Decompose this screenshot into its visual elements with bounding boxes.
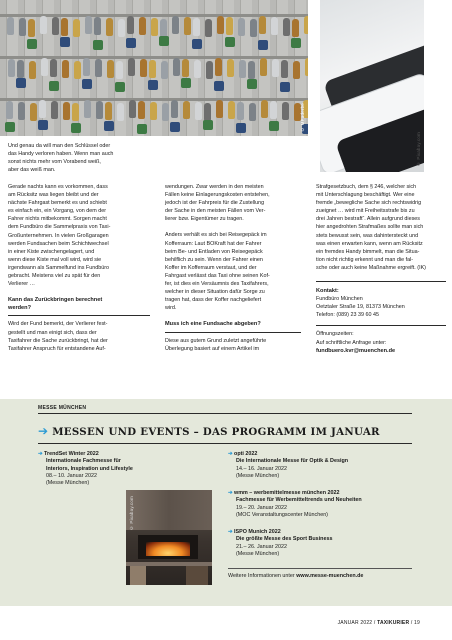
key-shape — [226, 17, 233, 35]
key-shape — [173, 58, 180, 76]
key-shape — [206, 61, 213, 79]
contact-heading: Kontakt: — [316, 288, 339, 295]
text-line: jedoch ist der Fahrpreis für die Zustellung — [165, 200, 265, 207]
key-shape — [129, 100, 136, 118]
subheading — [8, 296, 150, 312]
separator: / — [372, 620, 378, 626]
key-shape — [228, 101, 235, 119]
key-tag-shape — [49, 81, 59, 91]
key-tag-shape — [258, 40, 268, 50]
key-shape — [117, 103, 124, 121]
key-shape — [74, 61, 81, 79]
event-name: TrendSet Winter 2022 — [44, 451, 99, 457]
email-link[interactable]: fundbuero.kvr@muenchen.de — [316, 347, 396, 354]
text-line: fer, ist dies ein Versäumnis des Taxifahrers, — [165, 281, 269, 288]
key-shape — [41, 58, 48, 76]
paragraph — [316, 183, 446, 272]
key-shape — [259, 16, 266, 34]
key-shape — [161, 61, 168, 79]
text-line: Auf schriftliche Anfrage unter: — [316, 339, 387, 346]
arrow-right-icon: ➔ — [228, 451, 233, 457]
key-tag-shape — [71, 123, 81, 133]
key-shape — [118, 19, 125, 37]
text-line: irgendwann als Sammelfund ins Fundbüro — [8, 264, 109, 271]
key-shape — [248, 61, 255, 79]
paragraph — [8, 183, 150, 288]
key-shape — [249, 103, 256, 121]
key-shape — [50, 59, 57, 77]
event-place: (Messe München) — [236, 472, 280, 479]
key-shape — [292, 19, 299, 37]
text-line: dem Fundbüro die Sammelpraxis von Taxi- — [8, 224, 111, 231]
caption-line: sonst nichts mehr vom Vorabend weiß, — [8, 159, 101, 166]
key-shape — [139, 17, 146, 35]
key-shape — [39, 100, 46, 118]
key-shape — [227, 59, 234, 77]
event-desc: Die größte Messe des Sport Business — [236, 536, 333, 543]
key-tag-shape — [192, 39, 202, 49]
text-line: sche oder auch keine Maßnahme ergreift. (IK) — [316, 264, 426, 271]
text-line: hier angedrohten Strafmaßes sollte man sich — [316, 224, 424, 231]
key-tag-shape — [280, 82, 290, 92]
key-shape — [293, 61, 300, 79]
text-line: Oetztaler Straße 19, 81373 München — [316, 304, 405, 311]
key-shape — [96, 101, 103, 119]
photo-caption — [8, 142, 150, 174]
text-line: welcher in dieser Situation dafür Sorge zu — [165, 289, 265, 296]
page-number: / 19 — [409, 620, 420, 626]
key-shape — [194, 60, 201, 78]
key-shape — [270, 101, 277, 119]
key-shape — [184, 17, 191, 35]
events-title-text: MESSEN UND EVENTS – DAS PROGRAMM IM JANUAR — [52, 426, 380, 438]
key-shape — [282, 102, 289, 120]
key-shape — [83, 58, 90, 76]
more-info — [228, 573, 363, 579]
key-tag-shape — [170, 122, 180, 132]
key-tag-shape — [104, 121, 114, 131]
text-line: Fahrer nichts mitbekommt. Sorgen macht — [8, 216, 107, 223]
key-shape — [84, 100, 91, 118]
key-shape — [217, 16, 224, 34]
key-shape — [151, 18, 158, 36]
key-shape — [51, 101, 58, 119]
key-shape — [205, 19, 212, 37]
paragraph — [165, 231, 301, 312]
key-shape — [237, 102, 244, 120]
events-title — [38, 424, 380, 438]
key-shape — [73, 19, 80, 37]
article-column-1 — [8, 183, 150, 353]
text-line: Überlegung basiert auf einem Artikel im — [165, 345, 260, 352]
text-line: Koffer im Kofferraum verstaut, und der — [165, 264, 257, 271]
key-shape — [172, 16, 179, 34]
key-tag-shape — [137, 124, 147, 134]
text-line: wird. — [165, 305, 177, 312]
key-shape — [94, 17, 101, 35]
divider — [38, 413, 412, 414]
text-line: Taxifahrer die Sache zurückbringt, hat der — [8, 337, 108, 344]
caption-line: das Handy verloren haben. Wenn man auch — [8, 151, 114, 158]
text-line: wendungen. Zwar werden in den meisten — [165, 184, 264, 190]
text-line: Gerade nachts kann es vorkommen, dass — [8, 184, 108, 190]
photo-credit: © Pixabay.com — [416, 131, 421, 166]
key-shape — [63, 102, 70, 120]
key-tag-shape — [148, 80, 158, 90]
event-place: (Messe München) — [46, 480, 90, 487]
keys-photo — [0, 0, 308, 136]
key-tag-shape — [82, 79, 92, 89]
event-item — [38, 451, 202, 487]
key-shape — [216, 100, 223, 118]
event-item — [228, 490, 418, 519]
key-shape — [250, 19, 257, 37]
text-line: drei Jahren bestraft“. Allein aufgrund dieses — [316, 216, 420, 223]
photo-credit: © Pixabay.com — [129, 496, 134, 531]
arrow-right-icon: ➔ — [38, 424, 49, 438]
key-shape — [61, 18, 68, 36]
key-shape — [28, 19, 35, 37]
phones-photo — [320, 0, 424, 172]
text-line: stets bewusst sein, was dahintersteckt und — [316, 232, 419, 239]
key-shape — [281, 60, 288, 78]
key-tag-shape — [93, 40, 103, 50]
text-line: Öffnungszeiten: — [316, 331, 354, 338]
divider — [8, 315, 150, 316]
key-shape — [215, 58, 222, 76]
key-shape — [106, 18, 113, 36]
event-date: 19.– 20. Januar 2022 — [236, 504, 287, 511]
photo-credit: © MPaderbe — [300, 102, 305, 132]
key-tag-shape — [126, 38, 136, 48]
key-shape — [182, 59, 189, 77]
text-line: werden Fundsachen beim Schichtwechsel — [8, 240, 109, 247]
fireplace-photo — [126, 490, 212, 585]
key-shape — [283, 18, 290, 36]
paragraph — [8, 320, 150, 352]
key-tag-shape — [291, 38, 301, 48]
key-shape — [183, 101, 190, 119]
key-tag-shape — [247, 79, 257, 89]
divider — [316, 281, 446, 282]
key-tag-shape — [269, 121, 279, 131]
key-shape — [18, 102, 25, 120]
key-shape — [19, 18, 26, 36]
key-shape — [7, 17, 14, 35]
text-line: Kann das Zurückbringen berechnet — [8, 297, 103, 304]
caption-line: aber das weiß man. — [8, 167, 56, 174]
key-shape — [272, 59, 279, 77]
text-line: fremde „bewegliche Sache sich rechtswidrig — [316, 200, 422, 207]
event-name: wmm – werbemittelmesse münchen 2022 — [234, 490, 340, 496]
key-shape — [239, 60, 246, 78]
text-line: Fällen keine Einlagerungskosten entstehen, — [165, 192, 270, 199]
text-line: es einfach ein, ein Vorgang, von dem der — [8, 208, 106, 215]
key-shape — [195, 102, 202, 120]
magazine-name: TAXIKURIER — [377, 620, 410, 626]
key-shape — [193, 18, 200, 36]
text-line: am Rücksitz was liegen bleibt und der — [8, 192, 99, 199]
key-shape — [85, 16, 92, 34]
text-line: werden? — [8, 305, 32, 312]
text-line: Taxifahrer Anspruch für entstandene Auf- — [8, 345, 106, 352]
key-shape — [138, 101, 145, 119]
key-tag-shape — [27, 39, 37, 49]
text-line: Fundbüro München — [316, 296, 363, 303]
text-line: mit Unterschlagung beschäftigt. Wer eine — [316, 192, 415, 199]
key-shape — [204, 103, 211, 121]
text-line: gebracht. Meistens viel zu spät für den — [8, 273, 101, 280]
event-name: opti 2022 — [234, 451, 258, 457]
key-tag-shape — [5, 122, 15, 132]
key-shape — [305, 58, 308, 76]
key-shape — [72, 103, 79, 121]
key-shape — [40, 16, 47, 34]
key-tag-shape — [214, 81, 224, 91]
key-shape — [150, 102, 157, 120]
event-desc: Fachmesse für Werbemitteltrends und Neuheiten — [236, 497, 362, 504]
key-shape — [304, 16, 308, 34]
article-column-2 — [165, 183, 301, 353]
key-shape — [17, 60, 24, 78]
key-shape — [127, 16, 134, 34]
key-shape — [149, 60, 156, 78]
event-desc: Interiors, Inspiration und Lifestyle — [46, 465, 133, 472]
contact-block — [316, 295, 446, 319]
key-shape — [271, 17, 278, 35]
key-shape — [238, 18, 245, 36]
text-line: Anders verhält es sich bei Reisegepäck im — [165, 232, 267, 239]
event-date: 08.– 10. Januar 2022 — [46, 472, 97, 479]
arrow-right-icon: ➔ — [228, 490, 233, 496]
arrow-right-icon: ➔ — [228, 529, 233, 535]
text-line: Großunternehmen. In vielen Großgaragen — [8, 232, 109, 239]
article-column-3 — [316, 183, 446, 355]
divider — [165, 332, 301, 333]
key-shape — [160, 19, 167, 37]
key-shape — [30, 103, 37, 121]
more-info-text: Weitere Informationen unter — [228, 573, 297, 579]
key-shape — [29, 61, 36, 79]
text-line: Diese aus gutem Grund zuletzt angeführte — [165, 337, 267, 344]
text-line: Wird der Fund bemerkt, der Verlierer fest- — [8, 321, 108, 328]
text-line: in einer Kiste zwischengelagert, und — [8, 248, 95, 255]
text-line: Kofferraum: Laut BOKraft hat der Fahrer — [165, 240, 262, 247]
event-date: 21.– 26. Januar 2022 — [236, 543, 287, 550]
key-tag-shape — [16, 78, 26, 88]
event-date: 14.– 16. Januar 2022 — [236, 465, 287, 472]
text-line: ein fremdes Handy bimmelt, man die Situa- — [316, 248, 420, 255]
key-shape — [128, 58, 135, 76]
key-tag-shape — [181, 78, 191, 88]
key-shape — [105, 102, 112, 120]
text-line: Fahrgast verlässt das Taxi ohne seinen Kof- — [165, 272, 270, 279]
text-line: nächste Fahrgast bemerkt es und schiebt — [8, 200, 107, 207]
key-tag-shape — [159, 36, 169, 46]
key-tag-shape — [203, 120, 213, 130]
key-tag-shape — [225, 37, 235, 47]
divider — [228, 568, 412, 569]
paragraph — [165, 337, 301, 353]
issue-label: JANUAR 2022 — [337, 620, 373, 626]
text-line: wenn diese Kiste mal voll wird, wird sie — [8, 256, 102, 263]
hours-block — [316, 330, 446, 354]
text-line: lierer bzw. Eigentümer zu tragen. — [165, 216, 244, 223]
key-tag-shape — [60, 37, 70, 47]
text-line: beim Be- und Entladen von Reisegepäck — [165, 248, 263, 255]
event-name: ISPO Munich 2022 — [234, 529, 281, 535]
caption-line: Und genau da will man den Schlüssel oder — [8, 143, 111, 149]
key-tag-shape — [236, 123, 246, 133]
key-shape — [8, 59, 15, 77]
event-place: (Messe München) — [236, 550, 280, 557]
page-footer — [338, 620, 420, 626]
event-desc: Internationale Fachmesse für — [46, 458, 121, 465]
text-line: Strafgesetzbuch, dem § 246, welcher sich — [316, 184, 417, 190]
key-shape — [107, 60, 114, 78]
event-place: (MOC Veranstaltungscenter München) — [236, 511, 328, 518]
key-tag-shape — [115, 82, 125, 92]
key-shape — [6, 101, 13, 119]
text-line: Telefon: (089) 23 39 60 45 — [316, 312, 379, 319]
event-desc: Die Internationale Messe für Optik & Design — [236, 458, 349, 465]
text-line: tragen hat, dass der Koffer nachgeliefert — [165, 297, 262, 304]
more-info-link[interactable]: www.messe-muenchen.de — [296, 573, 364, 579]
divider — [38, 443, 412, 444]
key-shape — [261, 100, 268, 118]
text-line: tion nicht richtig erkennt und man die fal- — [316, 256, 414, 263]
text-line: Verlierer … — [8, 281, 35, 288]
subheading: Muss ich eine Fundsache abgeben? — [165, 321, 261, 328]
key-shape — [52, 17, 59, 35]
paragraph — [165, 183, 301, 223]
key-tag-shape — [38, 120, 48, 130]
divider — [316, 325, 446, 326]
arrow-right-icon: ➔ — [38, 451, 43, 457]
key-shape — [62, 60, 69, 78]
key-shape — [162, 103, 169, 121]
text-line: behilflich zu sein. Wenn der Fahrer einen — [165, 256, 263, 263]
key-shape — [116, 61, 123, 79]
text-line: was einen erwarten kann, wenn am Rücksitz — [316, 240, 423, 247]
key-shape — [95, 59, 102, 77]
key-shape — [260, 58, 267, 76]
event-item — [228, 529, 418, 558]
key-shape — [140, 59, 147, 77]
text-line: der Sache in den meisten Fällen vom Ver- — [165, 208, 266, 215]
section-label: MESSE MÜNCHEN — [38, 405, 87, 411]
event-item — [228, 451, 418, 480]
text-line: zueignet … wird mit Freiheitsstrafe bis zu — [316, 208, 415, 215]
text-line: gestellt und man einigt sich, dass der — [8, 329, 97, 336]
key-shape — [171, 100, 178, 118]
